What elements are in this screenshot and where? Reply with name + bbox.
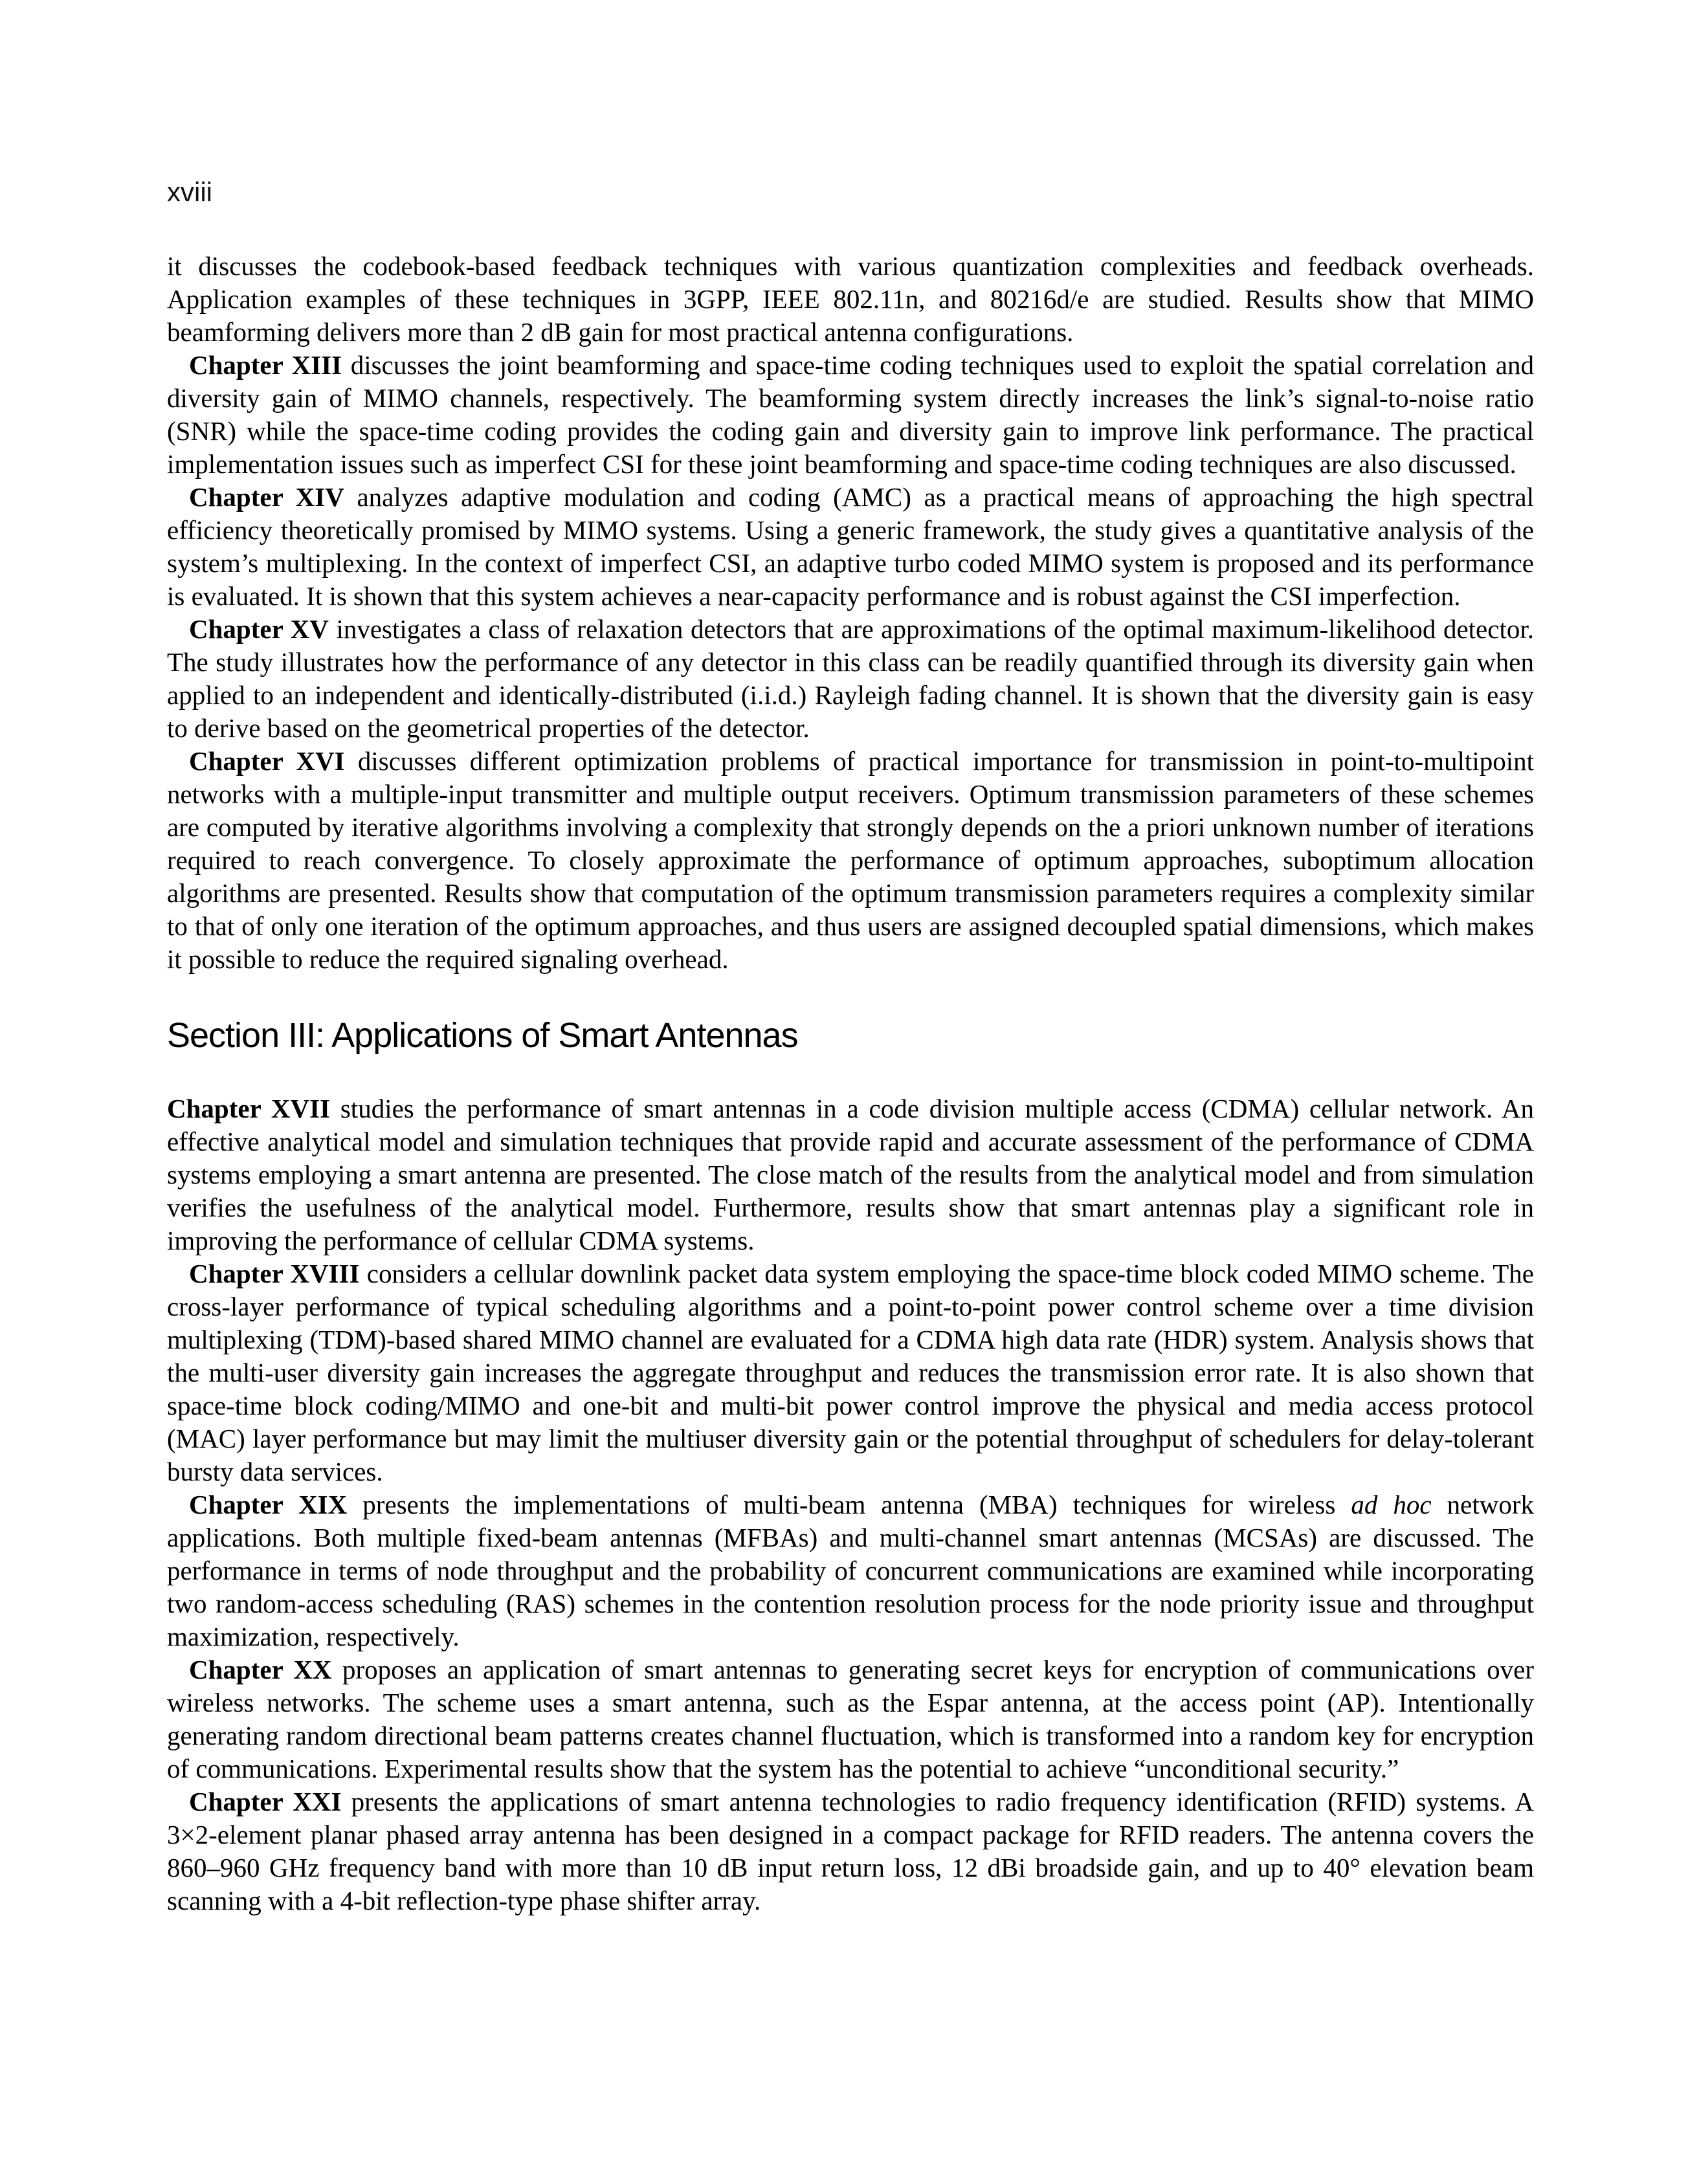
chapter-lead: Chapter XVIII [189, 1259, 360, 1288]
paragraph [167, 1257, 1534, 1488]
body-text: analyzes adaptive modulation and coding (AMC) as a practical means of approaching the high spectral efficiency theoretically promised by MIMO systems. Using a generic framework, the study gives a quantitative analysis of the system’s multiplexing. In the context of imperfect CSI, an adaptive turbo coded MIMO system is proposed and its performance is evaluated. It is shown that this system achieves a near-capacity performance and is robust against the CSI imperfection. [167, 482, 1534, 611]
chapter-lead: Chapter XIX [189, 1490, 348, 1519]
body-text: presents the applications of smart antenna technologies to radio frequency identification (RFID) systems. A 3×2-element planar phased array antenna has been designed in a compact package for RFID readers. The antenna covers the 860–960 GHz frequency band with more than 10 dB input return loss, 12 dBi broadside gain, and up to 40° elevation beam scanning with a 4-bit reflection-type phase shifter array. [167, 1787, 1534, 1915]
paragraph [167, 1785, 1534, 1917]
paragraph [167, 745, 1534, 976]
body-text: discusses the joint beamforming and space-time coding techniques used to exploit the spatial correlation and diversity gain of MIMO channels, respectively. The beamforming system directly increases the link’s signal-to-noise ratio (SNR) while the space-time coding provides the coding gain and diversity gain to improve link performance. The practical implementation issues such as imperfect CSI for these joint beamforming and space-time coding techniques are also discussed. [167, 350, 1534, 479]
paragraph [167, 1653, 1534, 1785]
chapter-lead: Chapter XX [189, 1655, 332, 1684]
body-text: proposes an application of smart antennas to generating secret keys for encryption of communications over wireless networks. The scheme uses a smart antenna, such as the Espar antenna, at the access point (AP). Intentionally generating random directional beam patterns creates channel fluctuation, which is transformed into a random key for encryption of communications. Experimental results show that the system has the potential to achieve “unconditional security.” [167, 1655, 1534, 1783]
body-text: considers a cellular downlink packet data system employing the space-time block coded MIMO scheme. The cross-layer performance of typical scheduling algorithms and a point-to-point power control scheme over a time division multiplexing (TDM)-based shared MIMO channel are evaluated for a CDMA high data rate (HDR) system. Analysis shows that the multi-user diversity gain increases the aggregate throughput and reduces the transmission error rate. It is also shown that space-time block coding/MIMO and one-bit and multi-bit power control improve the physical and media access protocol (MAC) layer performance but may limit the multiuser diversity gain or the potential throughput of schedulers for delay-tolerant bursty data services. [167, 1259, 1534, 1486]
paragraph [167, 1488, 1534, 1653]
chapter-lead: Chapter XVII [167, 1094, 330, 1123]
paragraph [167, 481, 1534, 613]
body-text: discusses different optimization problems of practical importance for transmission in point-to-multipoint networks with a multiple-input transmitter and multiple output receivers. Optimum transmission parameters of these schemes are computed by iterative algorithms involving a complexity that strongly depends on the a priori unknown number of iterations required to reach convergence. To closely approximate the performance of optimum approaches, suboptimum allocation algorithms are presented. Results show that computation of the optimum transmission parameters requires a complexity similar to that of only one iteration of the optimum approaches, and thus users are assigned decoupled spatial dimensions, which makes it possible to reduce the required signaling overhead. [167, 746, 1534, 974]
body-text: network applications. Both multiple fixed-beam antennas (MFBAs) and multi-channel smart antennas (MCSAs) are discussed. The performance in terms of node throughput and the probability of concurrent communications are examined while incorporating two random-access scheduling (RAS) schemes in the contention resolution process for the node priority issue and throughput maximization, respectively. [167, 1490, 1534, 1651]
italic-text: ad hoc [1351, 1490, 1432, 1519]
chapter-lead: Chapter XIII [189, 350, 342, 380]
chapter-lead: Chapter XXI [189, 1787, 342, 1816]
paragraph [167, 1092, 1534, 1257]
paragraph [167, 613, 1534, 745]
chapter-lead: Chapter XVI [189, 746, 345, 776]
body-text: presents the implementations of multi-beam antenna (MBA) techniques for wireless [347, 1490, 1351, 1519]
paragraph [167, 250, 1534, 349]
document-content [167, 250, 1534, 1917]
page-number: xviii [167, 177, 212, 207]
section-heading: Section III: Applications of Smart Antennas [167, 1016, 798, 1055]
chapter-lead: Chapter XV [189, 614, 329, 644]
body-text: investigates a class of relaxation detectors that are approximations of the optimal maximum-likelihood detector. The study illustrates how the performance of any detector in this class can be readily quantified through its diversity gain when applied to an independent and identically-distributed (i.i.d.) Rayleigh fading channel. It is shown that the diversity gain is easy to derive based on the geometrical properties of the detector. [167, 614, 1534, 743]
body-text: it discusses the codebook-based feedback techniques with various quantization complexities and feedback overheads. Application examples of these techniques in 3GPP, IEEE 802.11n, and 80216d/e are studied. Results show that MIMO beamforming delivers more than 2 dB gain for most practical antenna configurations. [167, 251, 1534, 347]
chapter-lead: Chapter XIV [189, 482, 344, 512]
paragraph [167, 349, 1534, 481]
body-text: studies the performance of smart antennas in a code division multiple access (CDMA) cellular network. An effective analytical model and simulation techniques that provide rapid and accurate assessment of the performance of CDMA systems employing a smart antenna are presented. The close match of the results from the analytical model and from simulation verifies the usefulness of the analytical model. Furthermore, results show that smart antennas play a significant role in improving the performance of cellular CDMA systems. [167, 1094, 1534, 1255]
